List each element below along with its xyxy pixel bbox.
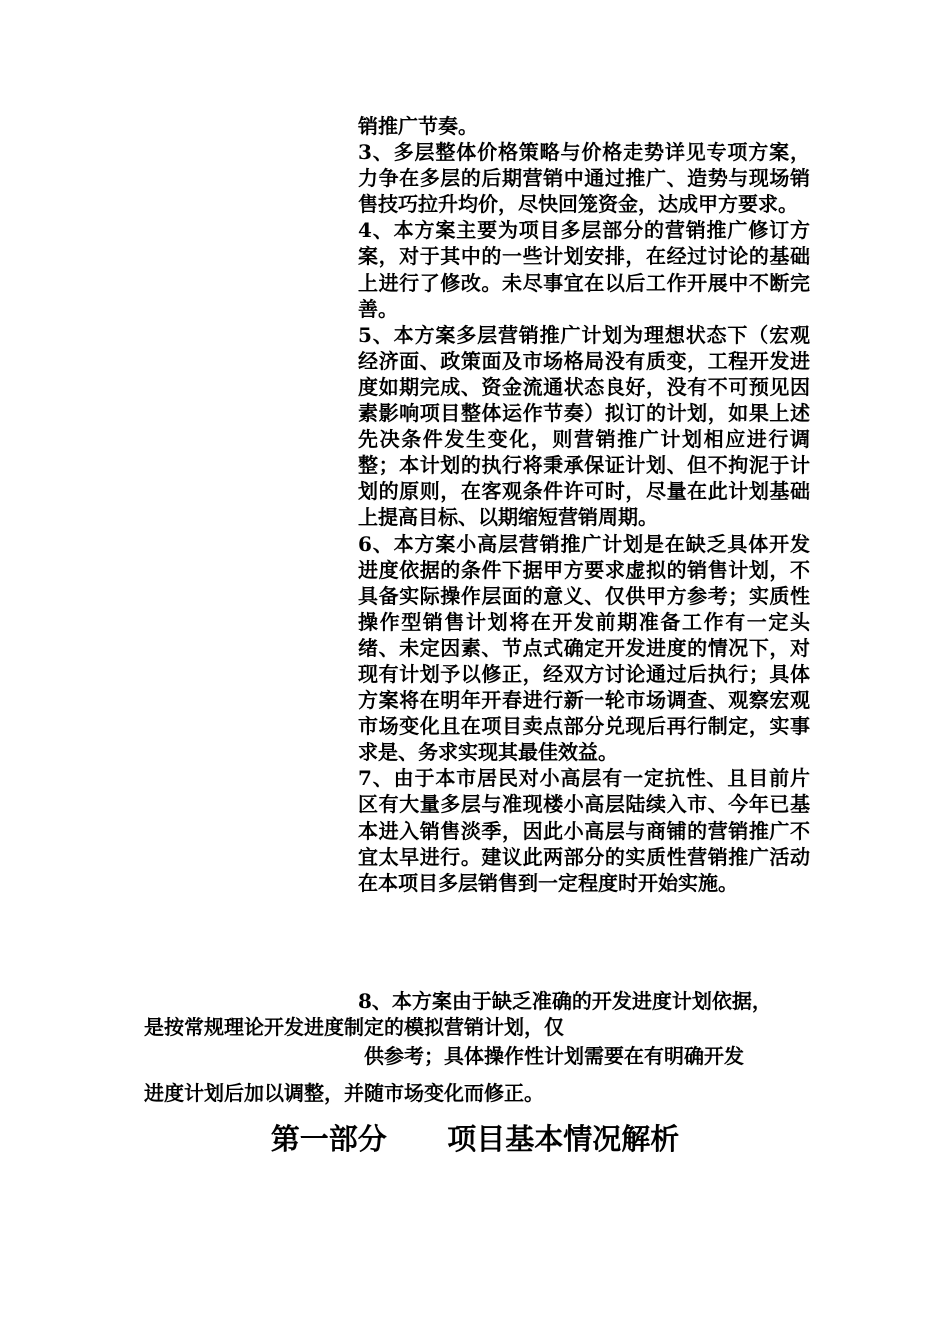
paragraph-6: 6、本方案小高层营销推广计划是在缺乏具体开发进度依据的条件下据甲方要求虚拟的销售计划，不具备实际操作层面的意义、仅供甲方参考；实质性操作型销售计划将在开发前期准备工作有一定头绪、未定因素、节点式确定开发进度的情况下，对现有计划予以修正，经双方讨论通过后执行；具体方案将在明年开春进行新一轮市场调查、观察宏观市场变化且在项目卖点部分兑现后再行制定，实事求是、务求实现其最佳效益。 <box>358 531 810 765</box>
paragraph-4: 4、本方案主要为项目多层部分的营销推广修订方案，对于其中的一些计划安排，在经过讨论的基础上进行了修改。未尽事宜在以后工作开展中不断完善。 <box>358 218 810 321</box>
paragraph-8-line-2: 是按常规理论开发进度制定的模拟营销计划，仅 <box>144 1015 564 1039</box>
section-heading: 第一部分 项目基本情况解析 <box>270 1122 680 1156</box>
paragraph-3: 3、多层整体价格策略与价格走势详见专项方案，力争在多层的后期营销中通过推广、造势与现场销售技巧拉升均价，尽快回笼资金，达成甲方要求。 <box>358 140 810 217</box>
paragraph-8-line-3: 供参考；具体操作性计划需要在有明确开发 <box>364 1044 744 1068</box>
body-column <box>358 113 810 896</box>
continuation-line: 销推广节奏。 <box>358 114 478 138</box>
paragraph-8-line-4: 进度计划后加以调整，并随市场变化而修正。 <box>144 1081 544 1105</box>
paragraph-7: 7、由于本市居民对小高层有一定抗性、且目前片区有大量多层与准现楼小高层陆续入市、今年已基本进入销售淡季，因此小高层与商铺的营销推广不宜太早进行。建议此两部分的实质性营销推广活动在本项目多层销售到一定程度时开始实施。 <box>358 766 810 895</box>
paragraph-8-line-1: 8、本方案由于缺乏准确的开发进度计划依据， <box>358 989 772 1013</box>
paragraph-5: 5、本方案多层营销推广计划为理想状态下（宏观经济面、政策面及市场格局没有质变，工程开发进度如期完成、资金流通状态良好，没有不可预见因素影响项目整体运作节奏）拟订的计划，如果上述先决条件发生变化，则营销推广计划相应进行调整；本计划的执行将秉承保证计划、但不拘泥于计划的原则，在客观条件许可时，尽量在此计划基础上提高目标、以期缩短营销周期。 <box>358 322 810 530</box>
